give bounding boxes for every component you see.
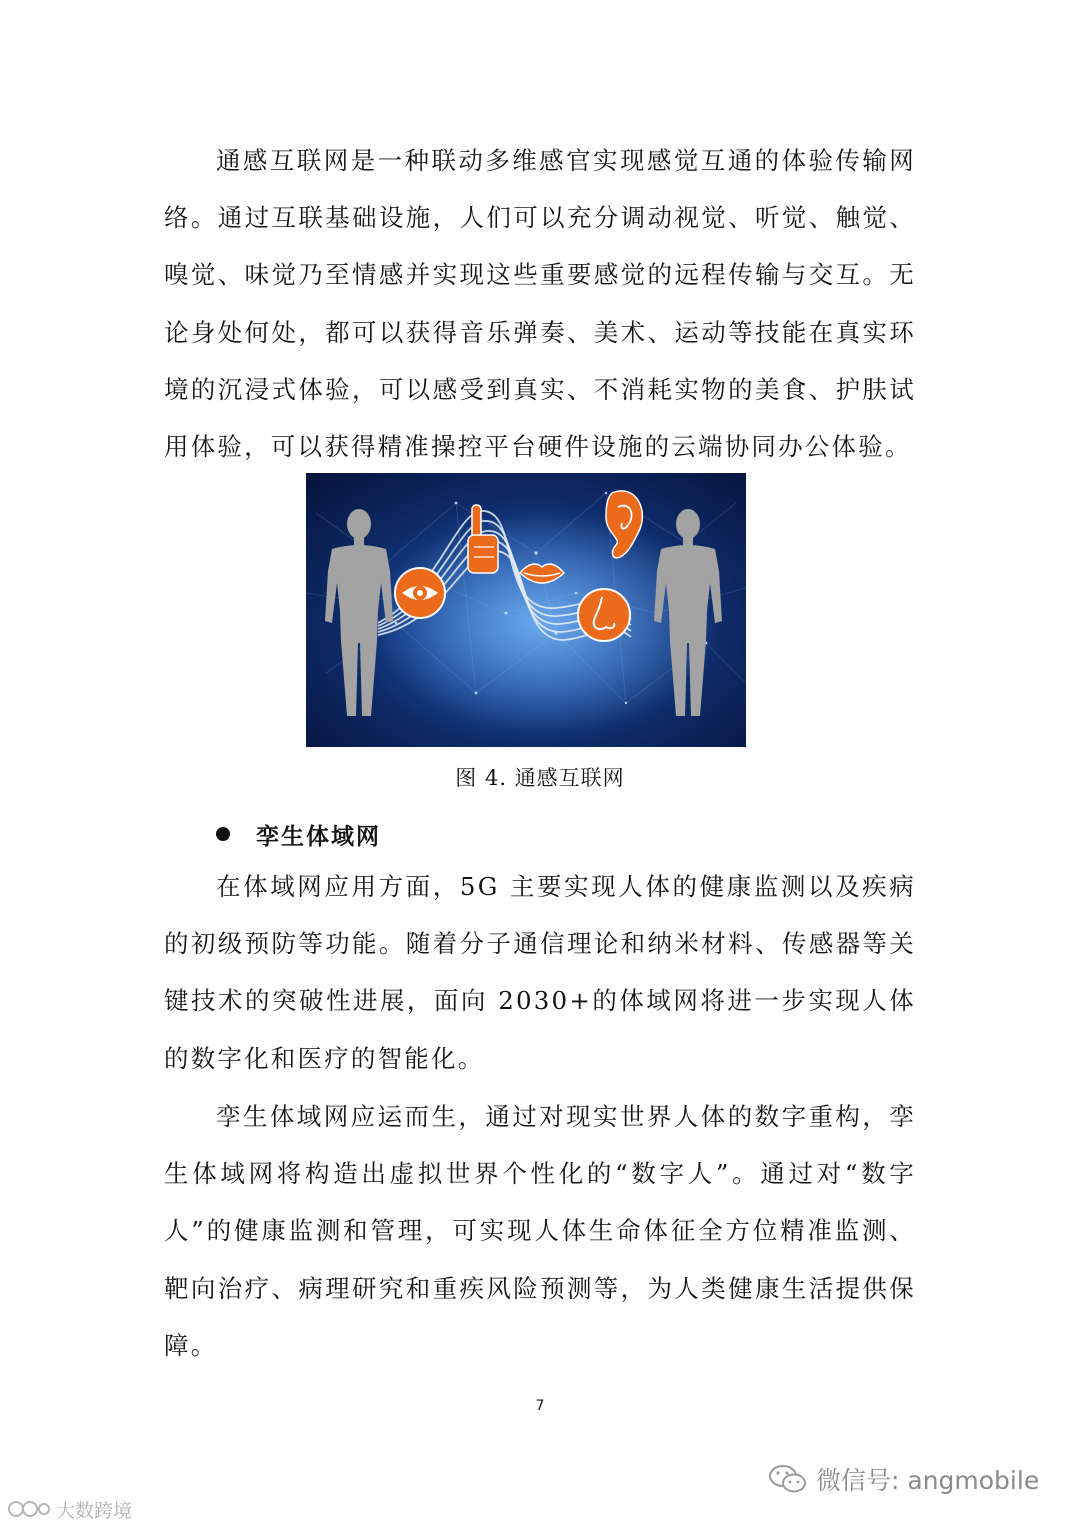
paragraph-intro: 通感互联网是一种联动多维感官实现感觉互通的体验传输网络。通过互联基础设施，人们可以充分调动视觉、听觉、触觉、嗅觉、味觉乃至情感并实现这些重要感觉的远程传输与交互。无论身处何处，都可以获得音乐弹奏、美术、运动等技能在真实环境的沉浸式体验，可以感受到真实、不消耗实物的美食、护肤试用体验，可以获得精准操控平台硬件设施的云端协同办公体验。	[164, 146, 916, 462]
nose-icon	[578, 589, 630, 641]
bigdata-watermark-text: 大数跨境	[56, 1499, 133, 1522]
paragraph-body-1: 在体域网应用方面，5G 主要实现人体的健康监测以及疾病的初级预防等功能。随着分子通信理论和纳米材料、传感器等关键技术的突破性进展，面向 2030+的体域网将进一步实现人体的数字化和医疗的智能化。	[164, 872, 916, 1073]
wechat-watermark-text: 微信号: angmobile	[816, 1466, 1040, 1495]
figure-sensory-internet	[306, 473, 746, 747]
bullet-icon	[216, 827, 230, 841]
wechat-watermark	[768, 1457, 1039, 1501]
section-heading-text: 孪生体域网	[256, 823, 381, 850]
paragraph-body-2: 孪生体域网应运而生，通过对现实世界人体的数字重构，孪生体域网将构造出虚拟世界个性化的“数字人”。通过对“数字人”的健康监测和管理，可实现人体生命体征全方位精准监测、靶向治疗、病理研究和重疾风险预测等，为人类健康生活提供保障。	[164, 1102, 916, 1360]
page-number: 7	[535, 1398, 545, 1414]
wechat-icon	[768, 1463, 808, 1495]
bigdata-watermark	[6, 1494, 132, 1524]
figure-caption: 图 4. 通感互联网	[455, 766, 625, 790]
eye-icon	[395, 568, 445, 618]
bigdata-logo-icon	[6, 1497, 52, 1521]
section-heading	[216, 812, 381, 856]
